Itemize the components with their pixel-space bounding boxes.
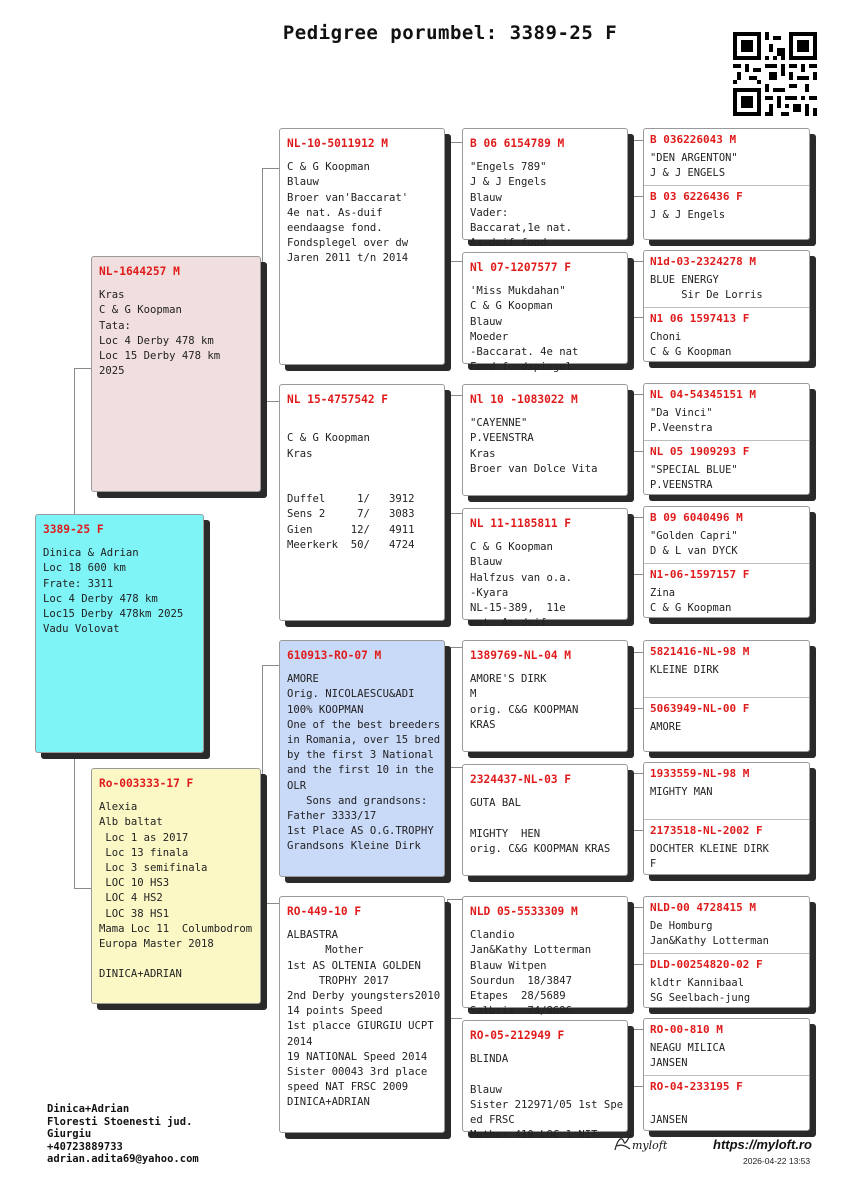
pigeon-ring: NL 04-54345151 M	[650, 388, 756, 401]
pigeon-ring: NL-10-5011912 M	[287, 137, 389, 150]
pigeon-ring: NLD-00 4728415 M	[650, 901, 756, 914]
pigeon-details: "Engels 789" J & J Engels Blauw Vader: Baccarat,1e nat. As-duif fond	[470, 161, 573, 250]
pigeon-details: AMORE	[650, 721, 682, 733]
pigeon-details: JANSEN	[650, 1114, 688, 1126]
pigeon-ring: N1d-03-2324278 M	[650, 255, 756, 268]
pedigree-card-gen2-2	[279, 384, 445, 621]
sire-card	[91, 256, 261, 492]
dam-ring: Ro-003333-17 F	[99, 777, 194, 790]
pedigree-card-gen3-6	[462, 764, 628, 876]
pigeon-details: "SPECIAL BLUE" P.VEENSTRA	[650, 464, 738, 491]
pigeon-details: kldtr Kannibaal SG Seelbach-jung	[650, 977, 751, 1004]
pigeon-ring: NLD 05-5533309 M	[470, 905, 578, 918]
pigeon-ring: RO-04-233195 F	[650, 1080, 743, 1093]
pigeon-ring: NL 05 1909293 F	[650, 445, 750, 458]
pigeon-details: BLINDA Blauw Sister 212971/05 1st Spe ed FRSC Mother 410 LOC 1 NIT	[470, 1053, 624, 1142]
pedigree-pair-gen4-3	[643, 383, 810, 495]
pigeon-ring: B 09 6040496 M	[650, 511, 743, 524]
subject-ring: 3389-25 F	[43, 523, 104, 536]
pigeon-ring: RO-00-810 M	[650, 1023, 723, 1036]
pigeon-details: De Homburg Jan&Kathy Lotterman	[650, 920, 769, 947]
pigeon-ring: 2173518-NL-2002 F	[650, 824, 763, 837]
pigeon-ring: 1933559-NL-98 M	[650, 767, 750, 780]
subject-details: Dinica & Adrian Loc 18 600 km Frate: 3311 Loc 4 Derby 478 km Loc15 Derby 478km 2025 Vadu Volovat	[43, 547, 184, 636]
pigeon-details: J & J Engels	[650, 209, 726, 221]
pigeon-details: ALBASTRA Mother 1st AS OLTENIA GOLDEN TROPHY 2017 2nd Derby youngsters2010 14 points Speed 1st placce GIURGIU UCPT 2014 19 NATIONAL Speed 2014 Sister 00043 3rd place speed NAT FRSC 2009 DINICA+ADRIAN	[287, 929, 441, 1109]
pigeon-details: NEAGU MILICA JANSEN	[650, 1042, 726, 1069]
subject-pigeon-card	[35, 514, 204, 753]
pigeon-ring: Nl 10 -1083022 M	[470, 393, 578, 406]
pedigree-card-gen3-3	[462, 384, 628, 496]
pedigree-card-gen3-8	[462, 1020, 628, 1142]
pigeon-ring: RO-05-212949 F	[470, 1029, 565, 1042]
pedigree-pair-gen4-1	[643, 128, 810, 240]
pigeon-details: C & G Koopman Blauw Halfzus van o.a. -Kyara NL-15-389, 11e nat. As-duif	[470, 541, 573, 630]
brand-logo-text: myloft	[632, 1139, 668, 1152]
pedigree-card-gen3-1	[462, 128, 628, 250]
pedigree-card-gen3-5	[462, 640, 628, 752]
pedigree-card-gen2-4	[279, 896, 445, 1133]
pigeon-details: AMORE Orig. NICOLAESCU&ADI 100% KOOPMAN One of the best breeders in Romania, over 15 bred by the first 3 National and the first 10 in the OLR Sons and grandsons: Father 3333/17 1st Place AS O.G.TROPHY Grandsons Kleine Dirk	[287, 673, 441, 853]
pedigree-card-gen3-4	[462, 508, 628, 630]
pigeon-ring: B 03 6226436 F	[650, 190, 743, 203]
pedigree-pair-gen4-4	[643, 506, 810, 618]
pigeon-details: "CAYENNE" P.VEENSTRA Kras Broer van Dolce Vita	[470, 417, 598, 475]
pigeon-details: Zina C & G Koopman	[650, 587, 732, 614]
sire-ring: NL-1644257 M	[99, 265, 180, 278]
pigeon-ring: 2324437-NL-03 F	[470, 773, 572, 786]
pedigree-card-gen3-2	[462, 252, 628, 374]
sire-details: Kras C & G Koopman Tata: Loc 4 Derby 478 km Loc 15 Derby 478 km 2025	[99, 289, 221, 378]
pigeon-details: BLUE ENERGY Sir De Lorris	[650, 274, 763, 301]
pigeon-details: MIGHTY MAN	[650, 786, 713, 798]
pigeon-ring: B 036226043 M	[650, 133, 737, 146]
pigeon-ring: N1 06 1597413 F	[650, 312, 750, 325]
pigeon-details: C & G Koopman Kras Duffel 1/ 3912 Sens 2 7/ 3083 Gien 12/ 4911 Meerkerk 50/ 4724	[287, 432, 415, 551]
pigeon-ring: 5063949-NL-00 F	[650, 702, 750, 715]
dam-card	[91, 768, 261, 1004]
pedigree-pair-gen4-2	[643, 250, 810, 362]
pedigree-card-gen2-1	[279, 128, 445, 365]
pigeon-details: Choni C & G Koopman	[650, 331, 732, 358]
pigeon-details: GUTA BAL MIGHTY HEN orig. C&G KOOPMAN KRAS	[470, 797, 611, 855]
pigeon-details: AMORE'S DIRK M orig. C&G KOOPMAN KRAS	[470, 673, 579, 731]
print-timestamp: 2026-04-22 13:53	[743, 1156, 811, 1166]
dam-details: Alexia Alb baltat Loc 1 as 2017 Loc 13 finala Loc 3 semifinala LOC 10 HS3 LOC 4 HS2 LOC 38 HS1 Mama Loc 11 Columbodrom Europa Master 2018 DINICA+ADRIAN	[99, 801, 253, 981]
pedigree-pair-gen4-8	[643, 1018, 810, 1131]
pedigree-pair-gen4-6	[643, 762, 810, 875]
pigeon-ring: Nl 07-1207577 F	[470, 261, 572, 274]
pedigree-pair-gen4-5	[643, 640, 810, 752]
owner-contact: Dinica+Adrian Floresti Stoenesti jud. Giurgiu +40723889733 adrian.adita69@yahoo.com	[47, 1103, 199, 1165]
pigeon-details: KLEINE DIRK	[650, 664, 719, 676]
page-title: Pedigree porumbel: 3389-25 F	[282, 22, 618, 44]
pigeon-ring: B 06 6154789 M	[470, 137, 565, 150]
pigeon-ring: 1389769-NL-04 M	[470, 649, 572, 662]
pigeon-details: C & G Koopman Blauw Broer van'Baccarat' 4e nat. As-duif eendaagse fond. Fondsplegel over dw Jaren 2011 t/n 2014	[287, 161, 409, 265]
pigeon-details: DOCHTER KLEINE DIRK F	[650, 843, 769, 870]
pedigree-card-gen2-3	[279, 640, 445, 877]
myloft-logo-icon	[612, 1132, 634, 1154]
pigeon-ring: DLD-00254820-02 F	[650, 958, 763, 971]
pigeon-details: Clandio Jan&Kathy Lotterman Blauw Witpen Sourdun 18/3847 Etapes 28/5689 Salbris 74/8696	[470, 929, 592, 1018]
brand-url[interactable]: https://myloft.ro	[713, 1137, 812, 1152]
pigeon-details: "Da Vinci" P.Veenstra	[650, 407, 713, 434]
pigeon-details: "DEN ARGENTON" J & J ENGELS	[650, 152, 738, 179]
pigeon-details: "Golden Capri" D & L van DYCK	[650, 530, 738, 557]
pigeon-ring: N1-06-1597157 F	[650, 568, 750, 581]
qr-code-icon	[733, 32, 817, 116]
pedigree-card-gen3-7	[462, 896, 628, 1018]
pigeon-details: 'Miss Mukdahan" C & G Koopman Blauw Moeder -Baccarat. 4e nat Fond fondspiegel	[470, 285, 579, 374]
pigeon-ring: NL 11-1185811 F	[470, 517, 572, 530]
pigeon-ring: 610913-RO-07 M	[287, 649, 382, 662]
pigeon-ring: NL 15-4757542 F	[287, 393, 389, 406]
pedigree-pair-gen4-7	[643, 896, 810, 1008]
pigeon-ring: RO-449-10 F	[287, 905, 362, 918]
pigeon-ring: 5821416-NL-98 M	[650, 645, 750, 658]
